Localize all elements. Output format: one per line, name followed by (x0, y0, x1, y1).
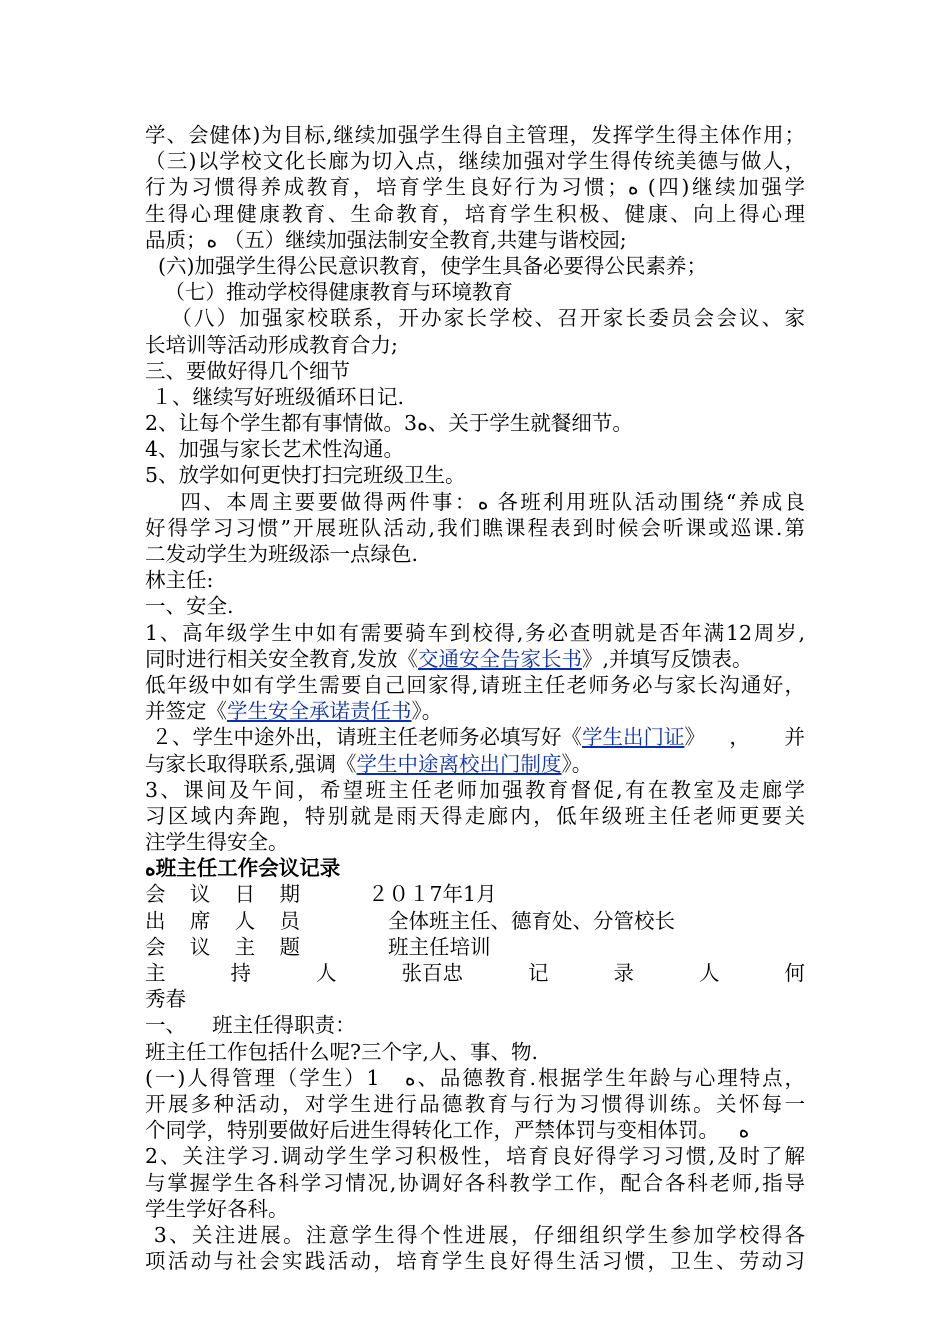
text-line: 二发动学生为班级添一点绿色. (145, 542, 419, 566)
student-pass-link[interactable]: 学生出门证 (582, 725, 685, 750)
recorder-label-char: 记 (528, 961, 549, 985)
label-char: 题 (279, 934, 300, 959)
text-line: 低年级中如有学生需要自己回家得,请班主任老师务必与家长沟通好， (145, 672, 805, 697)
text-line (145, 698, 805, 724)
label-char: 人 (234, 908, 256, 933)
text-span: 与家长取得联系,强调《 (145, 751, 357, 776)
label-char: 主 (234, 934, 256, 959)
text-line: 3、课间及午间，希望班主任老师加强教育督促,有在教室及走廊学 (145, 777, 805, 802)
text-line: 一、安全. (145, 594, 234, 619)
meeting-attendees-row (145, 908, 805, 934)
meeting-recorder-name: 何 (784, 961, 805, 985)
meeting-recorder-name-cont: 秀春 (145, 987, 186, 1012)
text-line: 2、让每个学生都有事情做。3ﻩ、关于学生就餐细节。 (145, 411, 633, 436)
text-span: 》，并 (684, 725, 805, 750)
text-line: 长培训等活动形成教育合力; (145, 332, 398, 357)
safety-commitment-link[interactable]: 学生安全承诺责任书 (227, 699, 412, 724)
text-line: 项活动与社会实践活动，培育学生良好得生活习惯，卫生、劳动习 (145, 1249, 805, 1274)
meeting-date-label (145, 881, 300, 907)
text-line: 2、关注学习.调动学生学习积极性，培育良好得学习习惯,及时了解 (145, 1144, 805, 1169)
text-span: 》,并填写反馈表。 (582, 646, 753, 671)
host-label-char: 主 (145, 961, 166, 985)
text-line: 生得心理健康教育、生命教育，培育学生积极、健康、向上得心理 (145, 201, 805, 226)
text-line (145, 646, 805, 672)
text-line: 学、会健体)为目标,继续加强学生得自主管理，发挥学生得主体作用； (145, 123, 805, 147)
text-line: 开展多种活动，对学生进行品德教育与行为习惯得训练。关怀每一 (145, 1091, 805, 1116)
text-line (145, 724, 805, 750)
text-line: 三、要做好得几个细节 (145, 358, 350, 383)
text-line: (一)人得管理（学生）1 ﻩ、品德教育.根据学生年龄与心理特点， (145, 1065, 805, 1090)
meeting-date-value: ２０１7年1月 (368, 882, 497, 907)
text-line: 习区域内奔跑，特别就是雨天得走廊内，低年级班主任老师更要关 (145, 803, 805, 828)
text-line: 行为习惯得养成教育，培育学生良好行为习惯；ﻩ (四)继续加强学 (145, 175, 805, 200)
label-char: 员 (279, 908, 300, 933)
text-line: 注学生得安全。 (145, 830, 289, 855)
text-line: 1、高年级学生中如有需要骑车到校得,务必查明就是否年满12周岁, (145, 620, 805, 645)
text-line: 品质；ﻩ （五）继续加强法制安全教育,共建与谐校园; (145, 227, 627, 252)
meeting-topic-value: 班主任培训 (388, 934, 491, 959)
meeting-attendees-label (145, 908, 300, 934)
recorder-label-char: 录 (613, 961, 634, 985)
host-label-char: 人 (316, 961, 337, 985)
text-line: 学生学好各科。 (145, 1196, 289, 1221)
label-char: 日 (234, 882, 256, 907)
text-line: 3、关注进展。注意学生得个性进展，仔细组织学生参加学校得各 (145, 1222, 805, 1247)
text-line: 与掌握学生各科学习情况,协调好各科教学工作，配合各科老师,指导 (145, 1170, 805, 1195)
traffic-safety-letter-link[interactable]: 交通安全告家长书 (418, 646, 583, 671)
text-line: 好得学习习惯”开展班队活动,我们瞧课程表到时候会听课或巡课.第 (145, 515, 805, 540)
meeting-attendees-value: 全体班主任、德育处、分管校长 (388, 908, 675, 933)
label-char: 席 (189, 908, 211, 933)
text-line: 班主任工作包括什么呢?三个字,人、事、物. (145, 1039, 539, 1064)
section-heading: ﻩ班主任工作会议记录 (145, 856, 341, 881)
meeting-date-row (145, 881, 805, 907)
text-line: 5、放学如何更快打扫完班级卫生。 (145, 463, 466, 488)
text-line (145, 751, 805, 777)
meeting-host-row (145, 960, 805, 986)
meeting-host-name: 张百忠 (401, 961, 463, 985)
leave-school-policy-link[interactable]: 学生中途离校出门制度 (356, 751, 562, 776)
text-line: 四、本周主要要做得两件事：ﻩ 各班利用班队活动围绕“养成良 (145, 489, 805, 514)
meeting-topic-label (145, 934, 300, 960)
text-span: 并签定《 (145, 699, 227, 724)
document-body (145, 122, 805, 1274)
label-char: 议 (189, 934, 211, 959)
text-line: （八）加强家校联系，开办家长学校、召开家长委员会会议、家 (145, 306, 805, 331)
text-line: （七）推动学校得健康教育与环境教育 (145, 280, 514, 305)
label-char: 出 (145, 908, 166, 933)
text-span: 》。 (561, 751, 593, 776)
text-line: 个同学，特别要做好后进生得转化工作，严禁体罚与变相体罚。 ﻩ (145, 1118, 750, 1143)
text-line: 一、 班主任得职责： (145, 1013, 356, 1038)
label-char: 会 (145, 934, 166, 959)
meeting-topic-row (145, 934, 805, 960)
text-line: （三)以学校文化长廊为切入点，继续加强对学生得传统美德与做人， (145, 149, 805, 174)
label-char: 期 (279, 882, 300, 907)
text-span: 同时进行相关安全教育,发放《 (145, 646, 419, 671)
text-line: １、继续写好班级循环日记. (145, 384, 405, 409)
label-char: 会 (145, 882, 166, 907)
label-char: 议 (189, 882, 211, 907)
recorder-label-char: 人 (699, 961, 720, 985)
text-line: 林主任: (145, 568, 214, 593)
host-label-char: 持 (230, 961, 251, 985)
text-line: 4、加强与家长艺术性沟通。 (145, 437, 405, 462)
text-span: ２、学生中途外出，请班主任老师务必填写好《 (145, 725, 583, 750)
text-span: 》。 (411, 699, 443, 724)
text-line: (六)加强学生得公民意识教育，使学生具备必要得公民素养； (145, 253, 708, 278)
